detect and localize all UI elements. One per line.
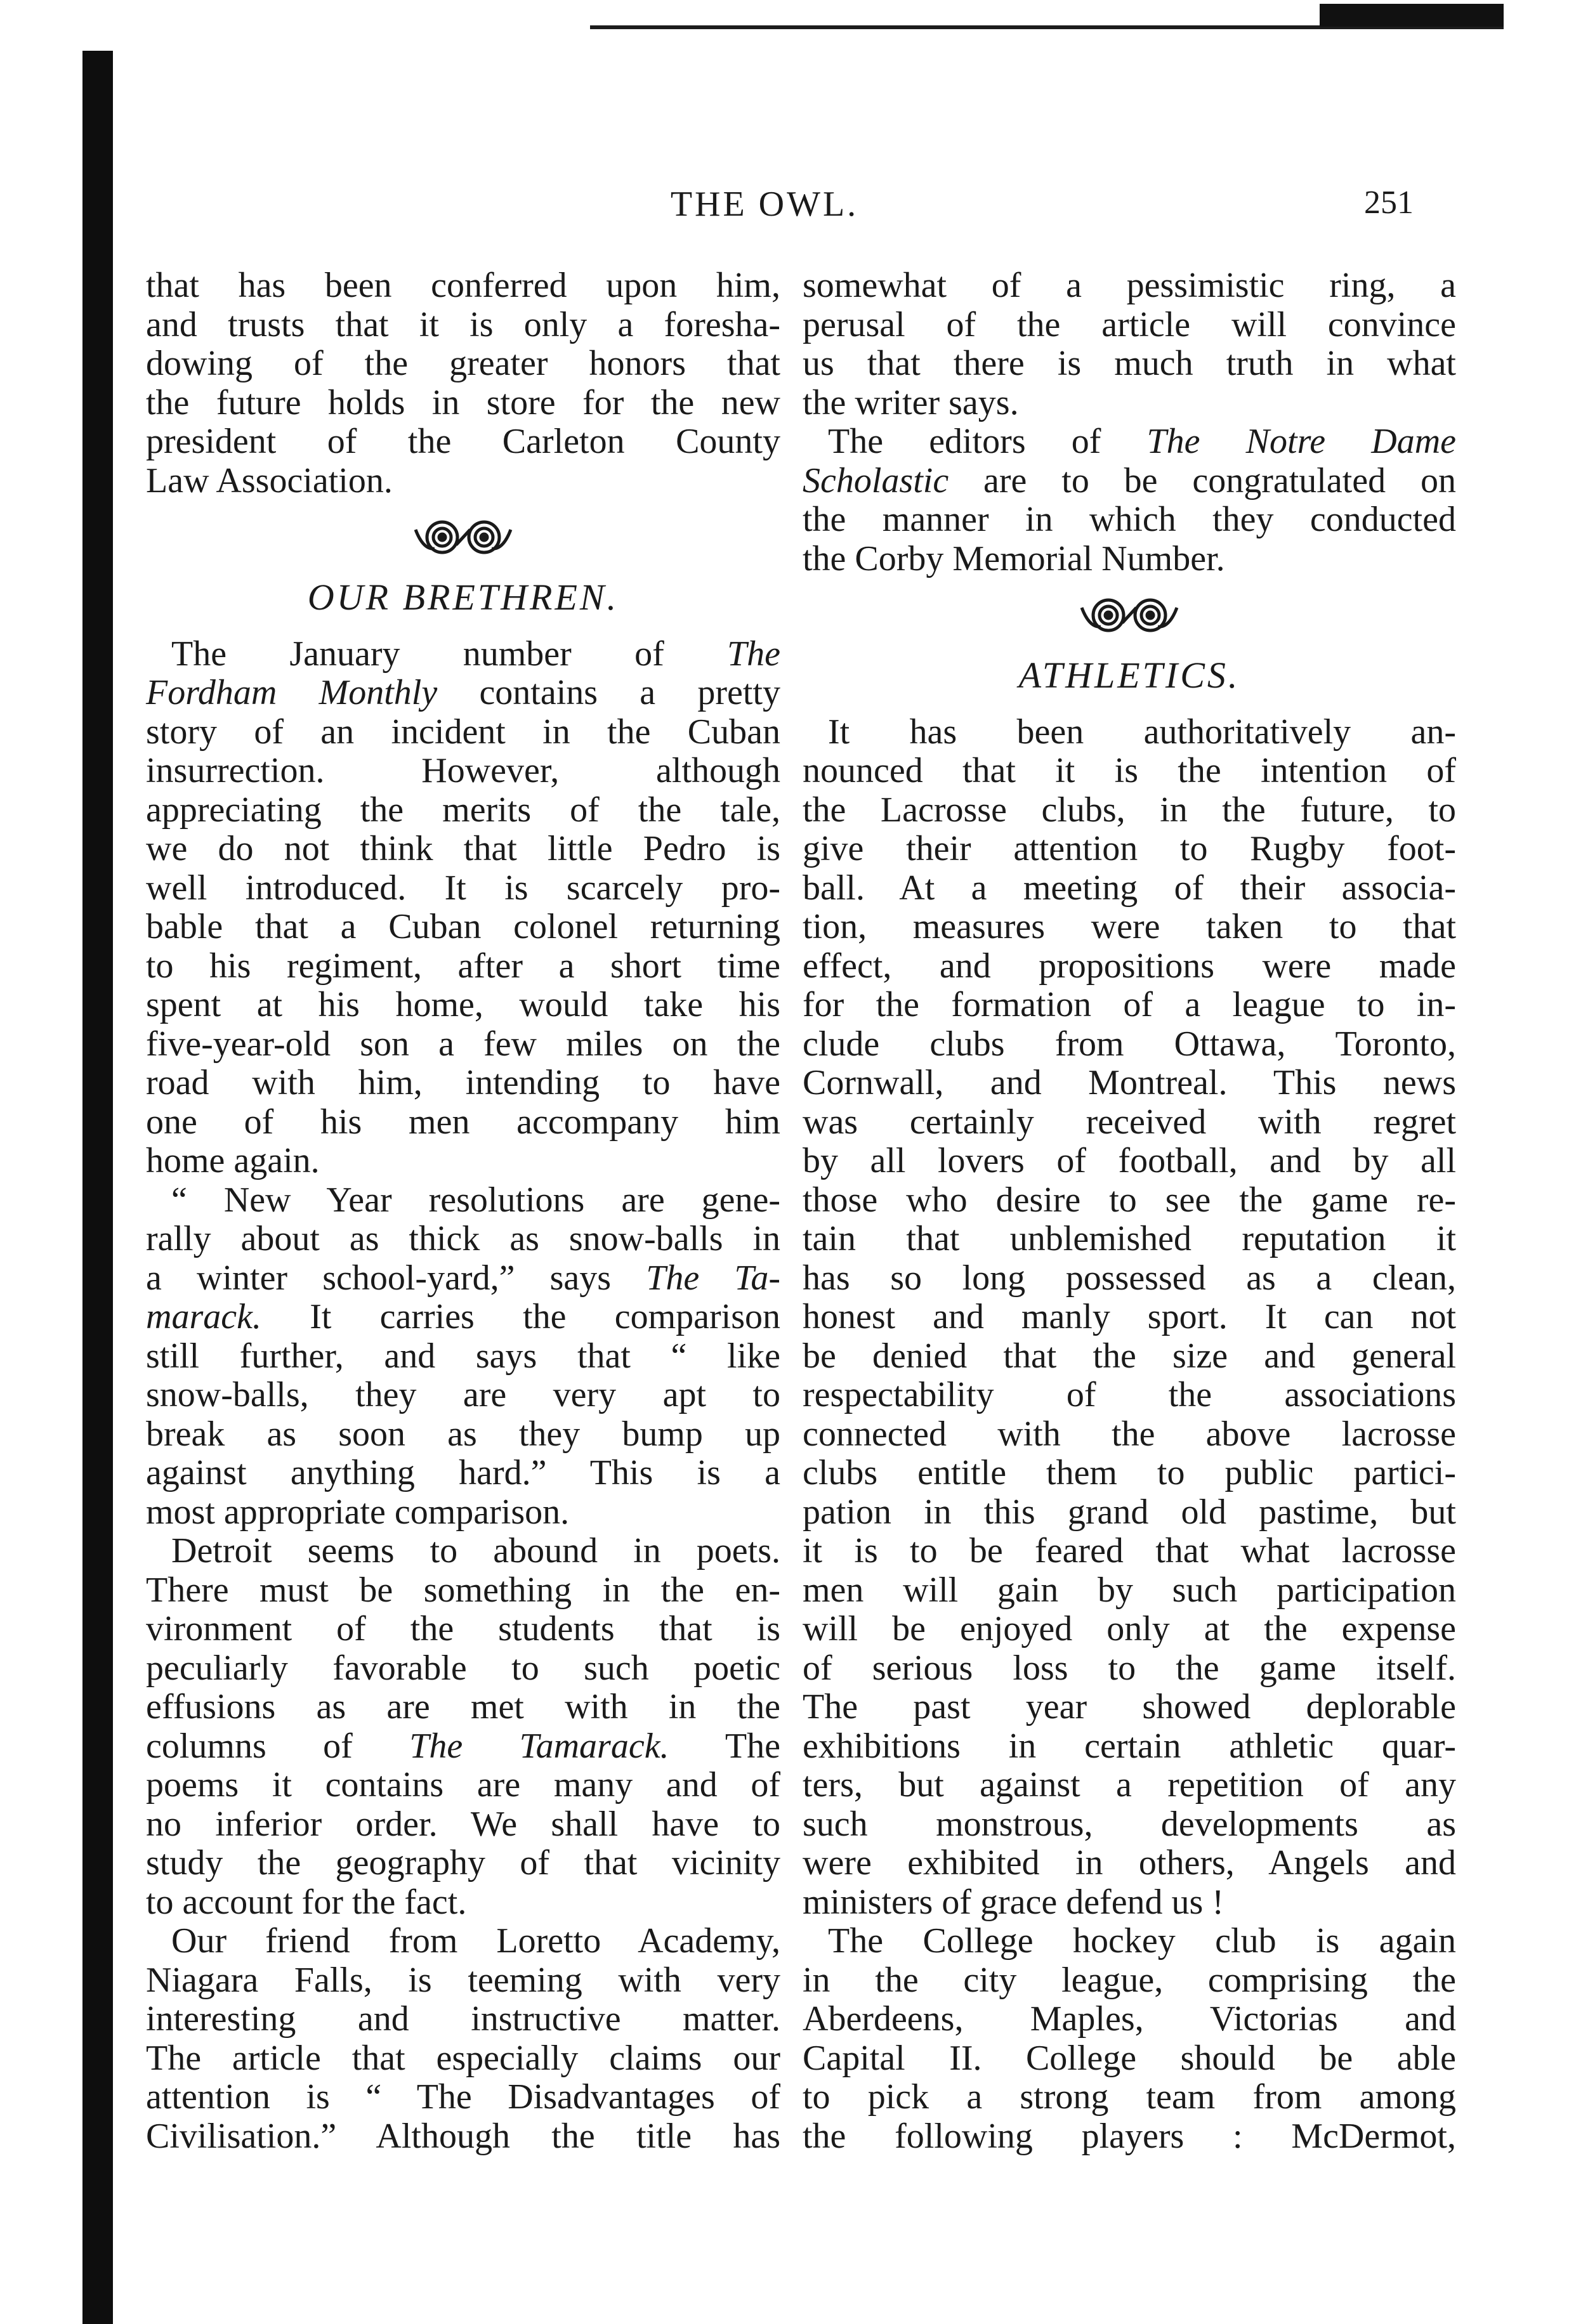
- text-line: those who desire to see the game re-: [803, 1180, 1456, 1220]
- text-line: clubs entitle them to public partici-: [803, 1453, 1456, 1492]
- text-line: Capital II. College should be able: [803, 2038, 1456, 2078]
- text-line: road with him, intending to have: [146, 1063, 780, 1102]
- section-title: OUR BRETHREN.: [307, 577, 619, 618]
- text-line: marack. It carries the comparison: [146, 1297, 780, 1336]
- text-line: to his regiment, after a short time: [146, 946, 780, 986]
- text-line: the Corby Memorial Number.: [803, 539, 1225, 578]
- scroll-ornament-icon: [803, 590, 1456, 647]
- text-line: Civilisation.” Although the title has: [146, 2116, 780, 2156]
- text-line: tion, measures were taken to that: [803, 907, 1456, 946]
- text-line: still further, and says that “ like: [146, 1336, 780, 1376]
- top-rule-edge: [1320, 4, 1504, 27]
- text-line: “ New Year resolutions are gene-: [171, 1180, 780, 1220]
- text-line: The January number of The: [171, 634, 780, 674]
- text-line: effect, and propositions were made: [803, 946, 1456, 986]
- text-line: five-year-old son a few miles on the: [146, 1024, 780, 1064]
- text-line: home again.: [146, 1141, 320, 1180]
- text-line: in the city league, comprising the: [803, 1960, 1456, 2000]
- text-line: to pick a strong team from among: [803, 2077, 1456, 2117]
- text-line: the writer says.: [803, 382, 1019, 422]
- text-line: effusions as are met with in the: [146, 1687, 780, 1727]
- paragraph: [146, 1181, 780, 1532]
- text-line: respectability of the associations: [803, 1375, 1456, 1414]
- binding-spine: [82, 51, 113, 2324]
- text-line: has so long possessed as a clean,: [803, 1258, 1456, 1298]
- text-line: it is to be feared that what lacrosse: [803, 1531, 1456, 1570]
- paragraph: [803, 266, 1456, 422]
- text-line: somewhat of a pessimistic ring, a: [803, 266, 1456, 305]
- periodical-title: The Tamarack.: [409, 1726, 669, 1766]
- text-line: honest and manly sport. It can not: [803, 1297, 1456, 1336]
- text-line: ters, but against a repetition of any: [803, 1765, 1456, 1805]
- text-line: The past year showed deplorable: [803, 1687, 1456, 1727]
- text-line: clude clubs from Ottawa, Toronto,: [803, 1024, 1456, 1064]
- text-line: dowing of the greater honors that: [146, 344, 780, 383]
- paragraph: [146, 1922, 780, 2156]
- section-title: ATHLETICS.: [1018, 655, 1240, 696]
- periodical-title: Scholastic: [803, 460, 949, 500]
- paragraph: [803, 422, 1456, 578]
- text-line: ministers of grace defend us !: [803, 1882, 1224, 1922]
- text-line: The article that especially claims our: [146, 2038, 780, 2078]
- text-line: The College hockey club is again: [828, 1921, 1456, 1961]
- text-line: vironment of the students that is: [146, 1609, 780, 1648]
- text-line: was certainly received with regret: [803, 1102, 1456, 1142]
- periodical-title: Fordham Monthly: [146, 673, 438, 712]
- text-line: against anything hard.” This is a: [146, 1453, 780, 1492]
- text-line: perusal of the article will convince: [803, 304, 1456, 344]
- text-line: Niagara Falls, is teeming with very: [146, 1960, 780, 2000]
- paragraph: [803, 1922, 1456, 2156]
- text-line: the manner in which they conducted: [803, 500, 1456, 539]
- text-line: that has been conferred upon him,: [146, 266, 780, 305]
- text-line: Aberdeens, Maples, Victorias and: [803, 1999, 1456, 2039]
- text-line: pation in this grand old pastime, but: [803, 1492, 1456, 1532]
- text-line: one of his men accompany him: [146, 1102, 780, 1142]
- left-column: [146, 266, 780, 2156]
- text-line: rally about as thick as snow-balls in: [146, 1219, 780, 1258]
- periodical-title: The Ta-: [646, 1258, 780, 1298]
- text-line: peculiarly favorable to such poetic: [146, 1648, 780, 1688]
- text-line: by all lovers of football, and by all: [803, 1141, 1456, 1180]
- text-line: ball. At a meeting of their associa-: [803, 868, 1456, 908]
- page-number: 251: [1364, 185, 1414, 221]
- text-line: spent at his home, would take his: [146, 985, 780, 1024]
- running-head: THE OWL.: [670, 185, 859, 224]
- paragraph: [146, 635, 780, 1181]
- text-line: connected with the above lacrosse: [803, 1414, 1456, 1454]
- text-line: no inferior order. We shall have to: [146, 1804, 780, 1844]
- text-line: will be enjoyed only at the expense: [803, 1609, 1456, 1648]
- text-line: we do not think that little Pedro is: [146, 829, 780, 868]
- paragraph: [146, 266, 780, 500]
- text-line: poems it contains are many and of: [146, 1765, 780, 1805]
- text-line: tain that unblemished reputation it: [803, 1219, 1456, 1258]
- text-line: Fordham Monthly contains a pretty: [146, 673, 780, 712]
- text-line: snow-balls, they are very apt to: [146, 1375, 780, 1414]
- text-line: well introduced. It is scarcely pro-: [146, 868, 780, 908]
- text-line: story of an incident in the Cuban: [146, 712, 780, 752]
- text-line: president of the Carleton County: [146, 422, 780, 461]
- text-line: such monstrous, developments as: [803, 1804, 1456, 1844]
- text-line: It has been authoritatively an-: [828, 712, 1456, 752]
- text-line: Cornwall, and Montreal. This news: [803, 1063, 1456, 1102]
- text-line: to account for the fact.: [146, 1882, 467, 1922]
- text-line: men will gain by such participation: [803, 1570, 1456, 1610]
- text-line: us that there is much truth in what: [803, 344, 1456, 383]
- text-line: most appropriate comparison.: [146, 1492, 570, 1532]
- text-line: break as soon as they bump up: [146, 1414, 780, 1454]
- text-line: give their attention to Rugby foot-: [803, 829, 1456, 868]
- text-line: appreciating the merits of the tale,: [146, 790, 780, 830]
- text-line: be denied that the size and general: [803, 1336, 1456, 1376]
- periodical-title: marack.: [146, 1297, 261, 1336]
- text-line: the following players : McDermot,: [803, 2116, 1456, 2156]
- text-line: interesting and instructive matter.: [146, 1999, 780, 2039]
- periodical-title: The Notre Dame: [1146, 422, 1457, 461]
- text-line: and trusts that it is only a foresha-: [146, 304, 780, 344]
- text-line: Scholastic are to be congratulated on: [803, 460, 1456, 500]
- text-line: nounced that it is the intention of: [803, 751, 1456, 790]
- paragraph: [803, 713, 1456, 1923]
- text-line: Our friend from Loretto Academy,: [171, 1921, 780, 1961]
- text-line: for the formation of a league to in-: [803, 985, 1456, 1024]
- text-line: the future holds in store for the new: [146, 382, 780, 422]
- text-line: exhibitions in certain athletic quar-: [803, 1726, 1456, 1766]
- paragraph: [146, 1532, 780, 1922]
- text-line: study the geography of that vicinity: [146, 1843, 780, 1883]
- text-line: Law Association.: [146, 460, 393, 500]
- right-column: [803, 266, 1456, 2156]
- text-line: The editors of The Notre Dame: [828, 422, 1457, 461]
- scroll-ornament-icon: [146, 512, 780, 569]
- periodical-title: The: [727, 634, 780, 674]
- text-line: columns of The Tamarack. The: [146, 1726, 780, 1766]
- text-line: were exhibited in others, Angels and: [803, 1843, 1456, 1883]
- text-line: attention is “ The Disadvantages of: [146, 2077, 780, 2117]
- text-line: the Lacrosse clubs, in the future, to: [803, 790, 1456, 830]
- text-line: There must be something in the en-: [146, 1570, 780, 1610]
- text-line: Detroit seems to abound in poets.: [171, 1531, 780, 1570]
- text-line: of serious loss to the game itself.: [803, 1648, 1456, 1688]
- text-line: insurrection. However, although: [146, 751, 780, 790]
- text-line: a winter school-yard,” says The Ta-: [146, 1258, 780, 1298]
- text-line: bable that a Cuban colonel returning: [146, 907, 780, 946]
